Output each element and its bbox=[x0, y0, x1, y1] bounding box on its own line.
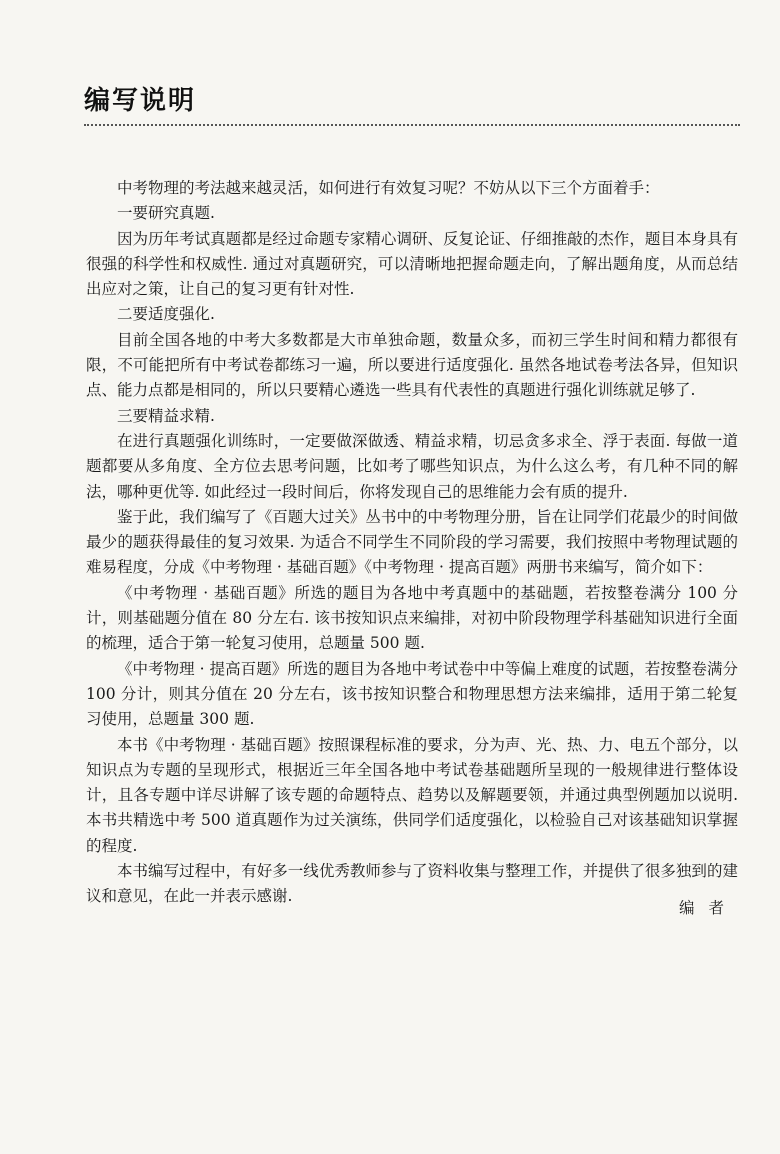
page-title: 编写说明 bbox=[84, 86, 197, 116]
basic-book-paragraph: 《中考物理 · 基础百题》所选的题目为各地中考真题中的基础题，若按整卷满分 100 分计，则基础题分值在 80 分左右. 该书按知识点来编排，对初中阶段物理学科基础知识进行全面的梳理，适合于第一轮复习使用，总题量 500 题. bbox=[86, 583, 738, 653]
intro-paragraph: 中考物理的考法越来越灵活，如何进行有效复习呢？不妨从以下三个方面着手： bbox=[117, 179, 660, 197]
series-paragraph: 鉴于此，我们编写了《百题大过关》丛书中的中考物理分册，旨在让同学们花最少的时间做最少的题获得最佳的复习效果. 为适合不同学生不同阶段的学习需要，我们按照中考物理试题的难易程度，分成《中考物理 · 基础百题》《中考物理 · 提高百题》两册书来编写，简介如下： bbox=[86, 507, 738, 577]
advanced-book-paragraph: 《中考物理 · 提高百题》所选的题目为各地中考试卷中中等偏上难度的试题，若按整卷满分 100 分计，则其分值在 20 分左右，该书按知识整合和物理思想方法来编排，适用于第二轮复习使用，总题量 300 题. bbox=[86, 659, 738, 729]
point-three-paragraph: 在进行真题强化训练时，一定要做深做透、精益求精，切忌贪多求全、浮于表面. 每做一道题都要从多角度、全方位去思考问题，比如考了哪些知识点，为什么这么考，有几种不同的解法，哪种更优等. 如此经过一段时间后，你将发现自己的思维能力会有质的提升. bbox=[86, 431, 738, 501]
point-one-heading: 一要研究真题. bbox=[117, 204, 215, 223]
author-signature: 编者 bbox=[678, 899, 738, 917]
book-structure-paragraph: 本书《中考物理 · 基础百题》按照课程标准的要求，分为声、光、热、力、电五个部分，以知识点为专题的呈现形式，根据近三年全国各地中考试卷基础题所呈现的一般规律进行整体设计，且各专题中详尽讲解了该专题的命题特点、趋势以及解题要领，并通过典型例题加以说明. 本书共精选中考 500 道真题作为过关演练，供同学们适度强化，以检验自己对该基础知识掌握的程度. bbox=[86, 735, 738, 855]
point-three-heading: 三要精益求精. bbox=[117, 406, 215, 425]
point-one-paragraph: 因为历年考试真题都是经过命题专家精心调研、反复论证、仔细推敲的杰作，题目本身具有很强的科学性和权威性. 通过对真题研究，可以清晰地把握命题走向，了解出题角度，从而总结出应对之策，让自己的复习更有针对性. bbox=[86, 229, 738, 299]
title-divider bbox=[84, 124, 740, 126]
point-two-heading: 二要适度强化. bbox=[117, 305, 215, 324]
acknowledgement-paragraph: 本书编写过程中，有好多一线优秀教师参与了资料收集与整理工作，并提供了很多独到的建议和意见，在此一并表示感谢. bbox=[86, 862, 738, 906]
point-two-paragraph: 目前全国各地的中考大多数都是大市单独命题，数量众多，而初三学生时间和精力都很有限，不可能把所有中考试卷都练习一遍，所以要进行适度强化. 虽然各地试卷考法各异，但知识点、能力点都是相同的，所以只要精心遴选一些具有代表性的真题进行强化训练就足够了. bbox=[86, 330, 738, 400]
document-body bbox=[86, 176, 738, 910]
